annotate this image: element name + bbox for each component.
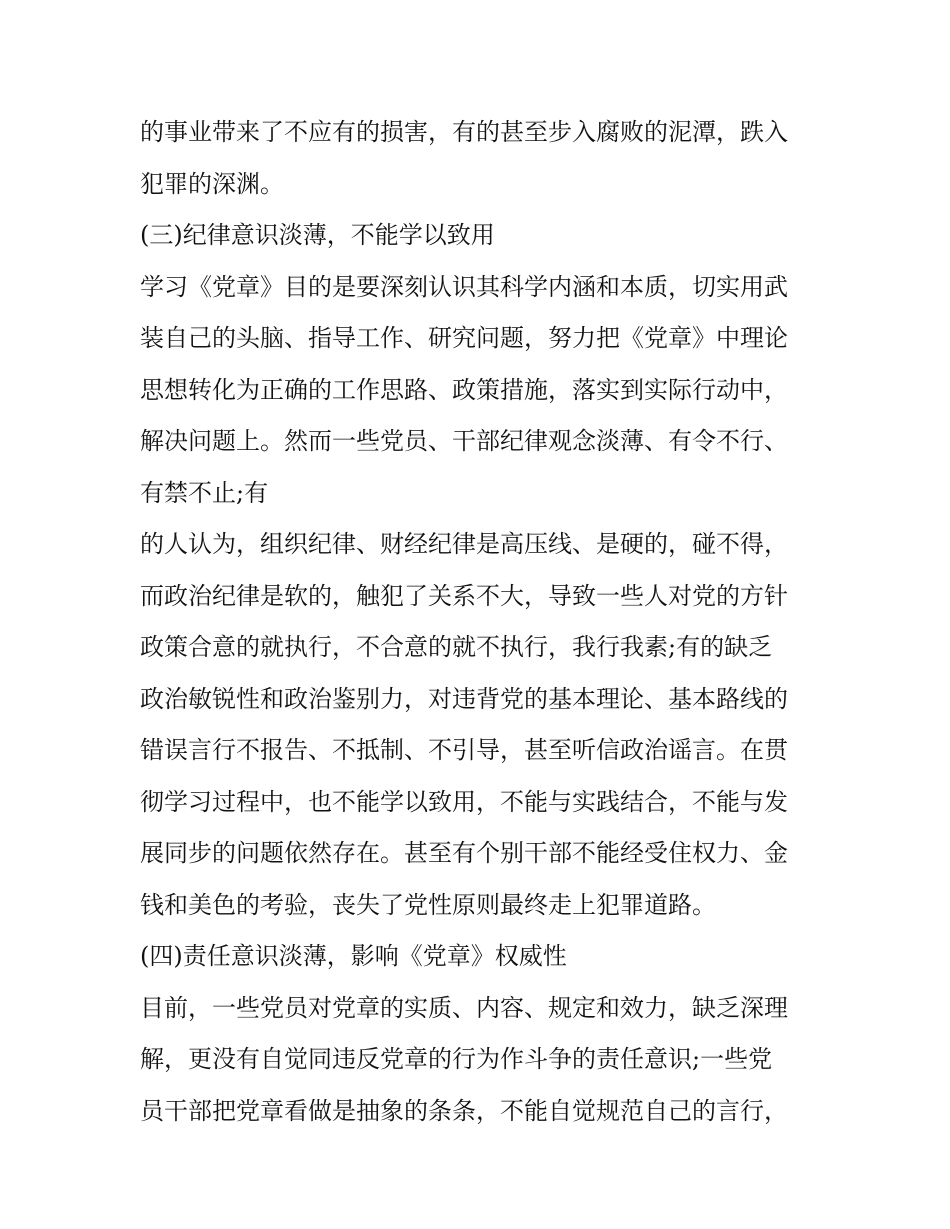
document-body — [140, 107, 820, 1137]
text-line: 的事业带来了不应有的损害，有的甚至步入腐败的泥潭，跌入 — [140, 118, 788, 146]
text-line: 展同步的问题依然存在。甚至有个别干部不能经受住权力、金 — [140, 839, 788, 867]
text-line: 政治敏锐性和政治鉴别力，对违背党的基本理论、基本路线的 — [140, 684, 788, 713]
text-line: 错误言行不报告、不抵制、不引导，甚至听信政治谣言。在贯 — [140, 736, 788, 764]
text-line: 而政治纪律是软的，触犯了关系不大，导致一些人对党的方针 — [140, 581, 788, 610]
text-line: 员干部把党章看做是抽象的条条，不能自觉规范自己的言行， — [140, 1096, 788, 1125]
text-line: 有禁不止;有 — [140, 478, 269, 507]
text-line: 目前，一些党员对党章的实质、内容、规定和效力，缺乏深理 — [140, 993, 788, 1022]
text-line: 装自己的头脑、指导工作、研究问题，努力把《党章》中理论 — [140, 324, 788, 352]
text-line: 的人认为，组织纪律、财经纪律是高压线、是硬的，碰不得， — [140, 530, 788, 558]
text-line: 钱和美色的考验，丧失了党性原则最终走上犯罪道路。 — [140, 890, 716, 919]
text-line: 思想转化为正确的工作思路、政策措施，落实到实际行动中， — [140, 375, 788, 404]
text-line: 犯罪的深渊。 — [140, 169, 284, 198]
section-heading-3: (三)纪律意识淡薄，不能学以致用 — [140, 221, 495, 249]
text-line: 学习《党章》目的是要深刻认识其科学内涵和本质，切实用武 — [140, 272, 788, 301]
text-line: 彻学习过程中，也不能学以致用，不能与实践结合，不能与发 — [140, 787, 788, 816]
text-line: 解，更没有自觉同违反党章的行为作斗争的责任意识;一些党 — [140, 1045, 773, 1073]
section-heading-4: (四)责任意识淡薄，影响《党章》权威性 — [140, 942, 567, 970]
text-line: 政策合意的就执行，不合意的就不执行，我行我素;有的缺乏 — [140, 633, 773, 661]
text-line: 解决问题上。然而一些党员、干部纪律观念淡薄、有令不行、 — [140, 427, 788, 455]
